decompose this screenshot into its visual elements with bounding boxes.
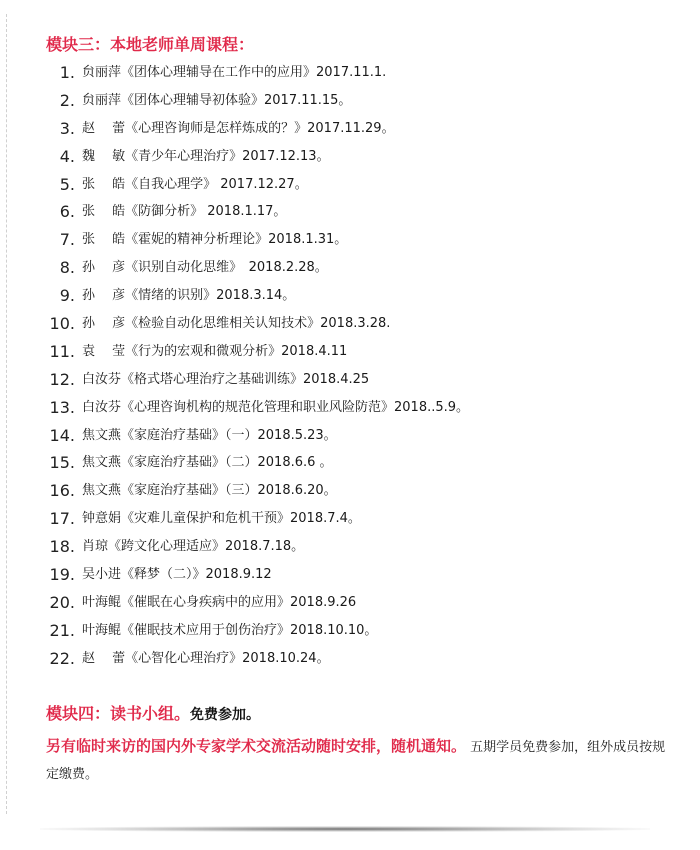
- list-item-number: 21.: [49, 620, 75, 640]
- module-4-free-note: 免费参加。: [190, 707, 261, 723]
- list-item-number: 19.: [49, 565, 75, 585]
- list-item-text: 白汝芬《格式塔心理治疗之基础训练》2018.4.25: [82, 371, 370, 387]
- list-item-number: 4.: [59, 146, 75, 166]
- list-item-text: 孙 彦《识别自动化思维》 2018.2.28。: [82, 260, 328, 276]
- list-item: [0, 477, 700, 505]
- list-item: [0, 366, 700, 394]
- list-item-number: 20.: [49, 592, 75, 612]
- list-item-text: 魏 敏《青少年心理治疗》2017.12.13。: [82, 148, 330, 164]
- list-item-number: 8.: [59, 258, 75, 278]
- list-item-text: 叶海鲲《催眠技术应用于创伤治疗》2018.10.10。: [82, 622, 378, 638]
- bottom-shadow-divider: [40, 826, 650, 832]
- list-item-number: 16.: [49, 481, 75, 501]
- list-item-text: 焦文燕《家庭治疗基础》（一）2018.5.23。: [82, 427, 337, 443]
- list-item: [0, 533, 700, 561]
- list-item-number: 6.: [59, 202, 75, 222]
- list-item: [0, 338, 700, 366]
- list-item-number: 15.: [49, 453, 75, 473]
- list-item: [0, 282, 700, 310]
- list-item: [0, 310, 700, 338]
- list-item-text: 焦文燕《家庭治疗基础》（三）2018.6.20。: [82, 483, 337, 499]
- list-item-number: 14.: [49, 425, 75, 445]
- list-item-text: 贠丽萍《团体心理辅导初体验》2017.11.15。: [82, 92, 352, 108]
- list-item: [0, 254, 700, 282]
- list-item-text: 白汝芬《心理咨询机构的规范化管理和职业风险防范》2018..5.9。: [82, 399, 470, 415]
- list-item-text: 张 皓《霍妮的精神分析理论》2018.1.31。: [82, 232, 348, 248]
- list-item-number: 2.: [59, 90, 75, 110]
- list-item: [0, 394, 700, 422]
- list-item-text: 焦文燕《家庭治疗基础》（二）2018.6.6 。: [82, 455, 333, 471]
- list-item: [0, 87, 700, 115]
- list-item-text: 肖琼《跨文化心理适应》2018.7.18。: [82, 539, 305, 555]
- list-item: [0, 589, 700, 617]
- list-item-text: 叶海鲲《催眠在心身疾病中的应用》2018.9.26: [82, 594, 357, 610]
- list-item-text: 孙 彦《情绪的识别》2018.3.14。: [82, 288, 296, 304]
- list-item-number: 11.: [49, 341, 75, 361]
- list-item: [0, 198, 700, 226]
- list-item-number: 10.: [49, 314, 75, 334]
- list-item: [0, 171, 700, 199]
- list-item: [0, 449, 700, 477]
- list-item-number: 9.: [59, 286, 75, 306]
- list-item-text: 赵 蕾《心智化心理治疗》2018.10.24。: [82, 650, 330, 666]
- list-item-number: 13.: [49, 397, 75, 417]
- module-4-title: 模块四：读书小组。: [46, 704, 191, 723]
- course-list: [0, 59, 700, 673]
- list-item-text: 张 皓《自我心理学》 2017.12.27。: [82, 176, 308, 192]
- list-item: [0, 59, 700, 87]
- list-item: [0, 561, 700, 589]
- list-item-text: 袁 莹《行为的宏观和微观分析》2018.4.11: [82, 343, 348, 359]
- list-item-text: 吴小进《释梦（二）》2018.9.12: [82, 567, 272, 583]
- list-item: [0, 143, 700, 171]
- list-item-text: 孙 彦《检验自动化思维相关认知技术》2018.3.28.: [82, 316, 391, 332]
- list-item-number: 7.: [59, 230, 75, 250]
- module-4-heading: [46, 701, 260, 724]
- list-item: [0, 645, 700, 673]
- list-item-text: 赵 蕾《心理咨询师是怎样炼成的？》2017.11.29。: [82, 120, 395, 136]
- notice-highlight: 另有临时来访的国内外专家学术交流活动随时安排，随机通知。: [46, 737, 467, 755]
- list-item-number: 3.: [59, 118, 75, 138]
- list-item-number: 17.: [49, 509, 75, 529]
- list-item-number: 12.: [49, 369, 75, 389]
- list-item-number: 18.: [49, 537, 75, 557]
- list-item: [0, 505, 700, 533]
- list-item-number: 1.: [59, 63, 75, 82]
- list-item: [0, 115, 700, 143]
- list-item: [0, 226, 700, 254]
- module-3-heading: 模块三：本地老师单周课程：: [46, 35, 255, 54]
- list-item-text: 钟意娟《灾难儿童保护和危机干预》2018.7.4。: [82, 511, 361, 527]
- list-item: [0, 422, 700, 450]
- list-item-text: 张 皓《防御分析》 2018.1.17。: [82, 204, 287, 220]
- special-notice: [46, 733, 666, 788]
- list-item-number: 22.: [49, 648, 75, 668]
- list-item: [0, 617, 700, 645]
- list-item-number: 5.: [59, 174, 75, 194]
- notice-fee-text: 五期学员免费参加，组外成员按规定缴费。: [46, 740, 666, 782]
- list-item-text: 贠丽萍《团体心理辅导在工作中的应用》2017.11.1.: [82, 65, 387, 80]
